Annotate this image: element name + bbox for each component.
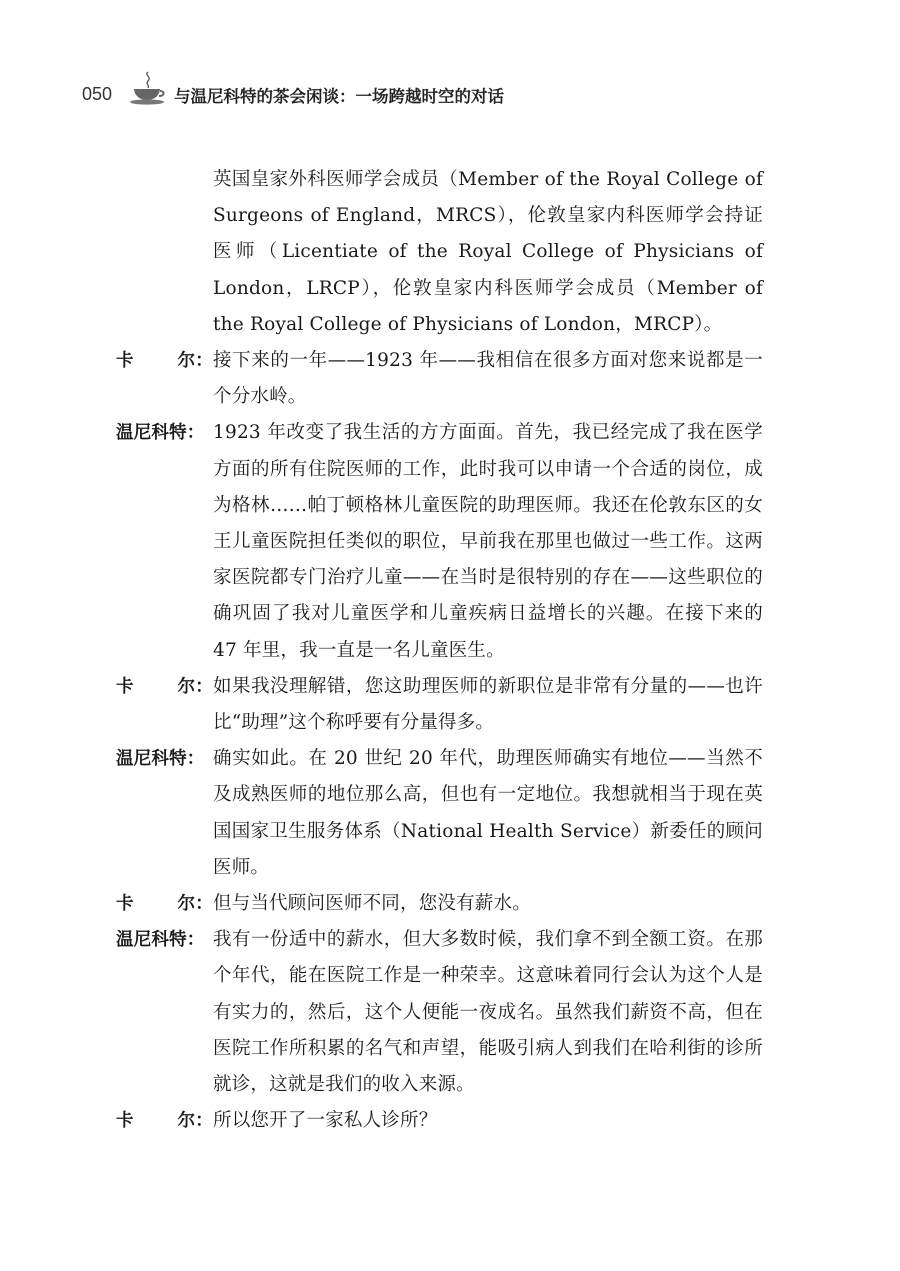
dialogue-turn-carl (116, 343, 763, 415)
utterance: 确实如此。在 20 世纪 20 年代，助理医师确实有地位——当然不及成熟医师的地位那么高，但也有一定地位。我想就相当于现在英国国家卫生服务体系（National Health Service）新委任的顾问医师。 (213, 748, 763, 878)
speaker-colon: ： (195, 894, 213, 915)
dialogue-turn-winnicott (116, 741, 763, 886)
speaker-char (178, 343, 213, 415)
speaker-label: 温尼科特： (116, 930, 205, 951)
page-header (82, 70, 842, 110)
utterance: 所以您开了一家私人诊所？ (213, 1110, 438, 1132)
dialogue-turn-winnicott (116, 922, 763, 1103)
speaker-char: 卡 (116, 676, 134, 697)
dialogue-turn-winnicott (116, 415, 763, 668)
speaker-char (178, 669, 213, 741)
speaker-char (178, 886, 213, 922)
speaker-char-text: 尔 (177, 1111, 196, 1132)
utterance: 1923 年改变了我生活的方方面面。首先，我已经完成了我在医学方面的所有住院医师的工作，此时我可以申请一个合适的岗位，成为格林……帕丁顿格林儿童医院的助理医师。我还在伦敦东区的女王儿童医院担任类似的职位，早前我在那里也做过一些工作。这两家医院都专门治疗儿童——在当时是很特别的存在——这些职位的确巩固了我对儿童医学和儿童疾病日益增长的兴趣。在接下来的 47 年里，我一直是一名儿童医生。 (213, 422, 763, 661)
teacup-icon (126, 70, 168, 106)
speaker-colon: ： (195, 676, 213, 697)
running-title: 与温尼科特的茶会闲谈：一场跨越时空的对话 (174, 87, 504, 106)
dialogue-turn-carl (116, 886, 763, 922)
speaker-label (116, 1103, 213, 1139)
speaker-char: 卡 (116, 351, 134, 371)
speaker-char-text: 尔 (177, 351, 196, 371)
speaker-char (178, 1103, 213, 1139)
speaker-char-text: 尔 (177, 894, 196, 915)
speaker-label: 温尼科特： (116, 423, 205, 444)
speaker-label (116, 886, 213, 922)
dialogue (116, 343, 763, 1139)
speaker-char: 卡 (116, 894, 134, 915)
speaker-colon: ： (195, 351, 213, 371)
speaker-char-text: 尔 (177, 676, 196, 697)
speaker-colon: ： (195, 1111, 213, 1132)
speaker-label (116, 343, 213, 415)
utterance: 如果我没理解错，您这助理医师的新职位是非常有分量的——也许比“助理”这个称呼要有分量得多。 (213, 675, 763, 734)
credentials-paragraph: 英国皇家外科医师学会成员（Member of the Royal College of Surgeons of England，MRCS），伦敦皇家内科医师学会持证医师（Licentiate of the Royal College of Physicians of London，LRCP），伦敦皇家内科医师学会成员（Member of the Royal College of Physicians of London，MRCP）。 (213, 169, 763, 335)
utterance: 接下来的一年——1923 年——我相信在很多方面对您来说都是一个分水岭。 (213, 350, 763, 408)
speaker-label (116, 669, 213, 741)
dialogue-turn-carl (116, 669, 763, 741)
speaker-label: 温尼科特： (116, 749, 205, 770)
dialogue-turn-carl (116, 1103, 763, 1139)
utterance: 我有一份适中的薪水，但大多数时候，我们拿不到全额工资。在那个年代，能在医院工作是一种荣幸。这意味着同行会认为这个人是有实力的，然后，这个人便能一夜成名。虽然我们薪资不高，但在医院工作所积累的名气和声望，能吸引病人到我们在哈利街的诊所就诊，这就是我们的收入来源。 (213, 929, 763, 1096)
page-number: 050 (82, 84, 113, 104)
speaker-char: 卡 (116, 1111, 134, 1132)
utterance: 但与当代顾问医师不同，您没有薪水。 (213, 893, 531, 915)
